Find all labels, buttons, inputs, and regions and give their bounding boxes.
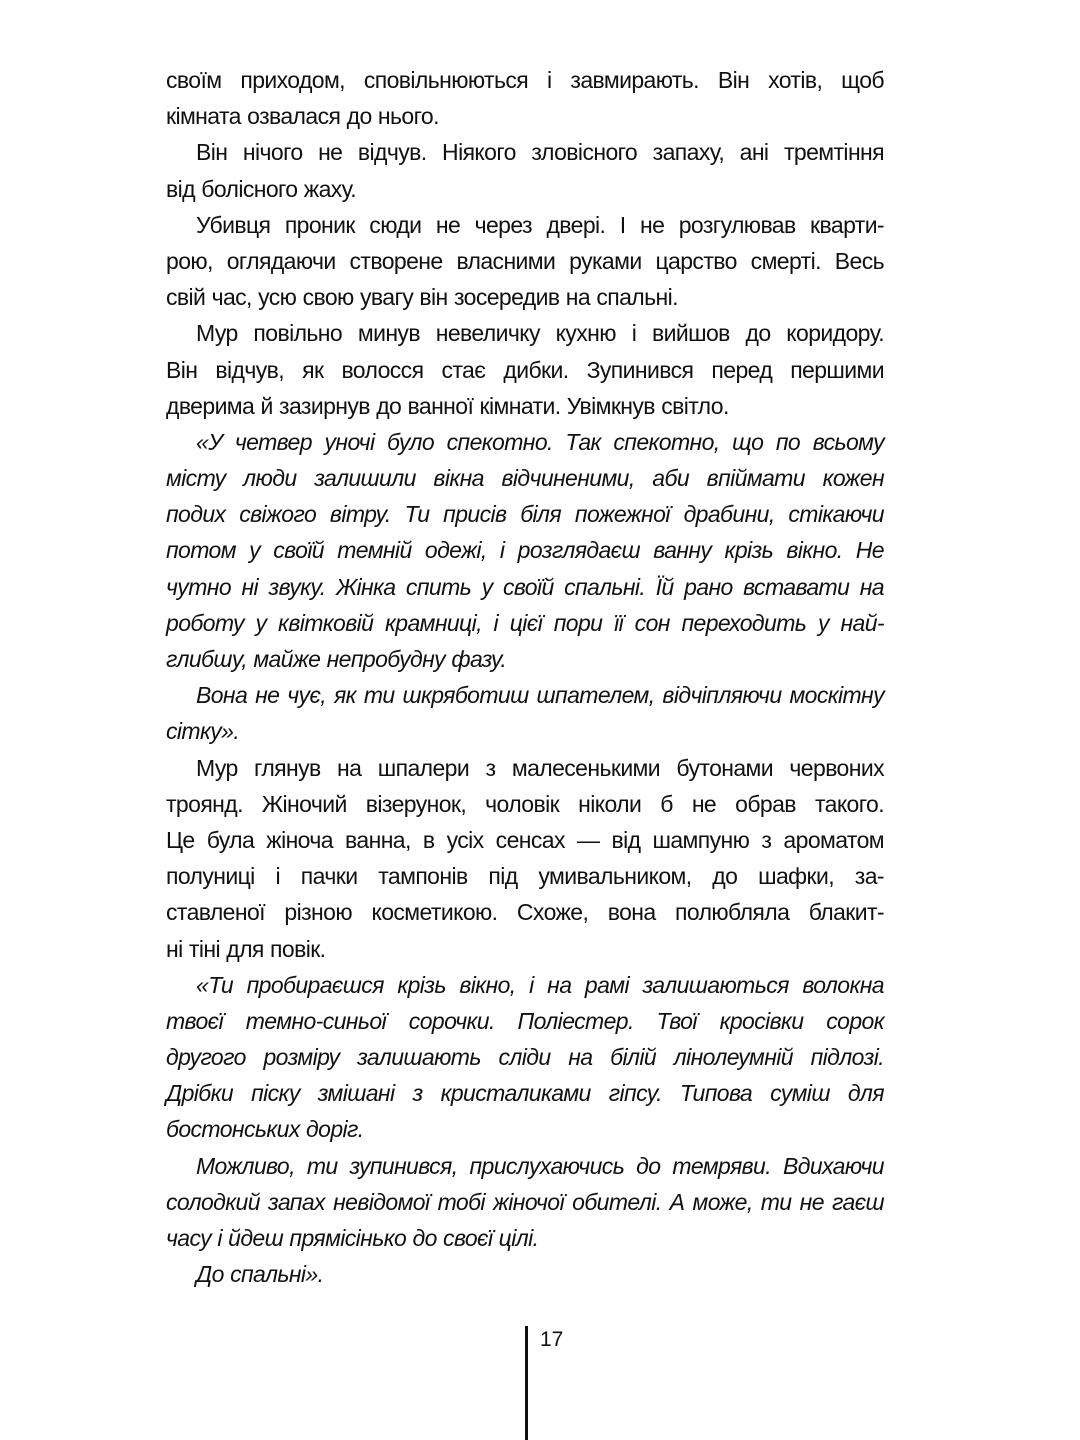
paragraph-6-italic: [166, 677, 884, 749]
text-line: Вона не чує, як ти шкряботиш шпателем, відчіпляючи москітну: [196, 682, 884, 709]
paragraph-4: [166, 315, 884, 424]
text-line: ні тіні для повік.: [166, 935, 326, 962]
page-number-rule: [525, 1326, 528, 1440]
text-line: Можливо, ти зупинився, прислухаючись до темряви. Вдихаючи: [196, 1152, 884, 1179]
text-line: подих свіжого вітру. Ти присів біля пожежної драбини, стікаючи: [166, 501, 884, 528]
text-line: полуниці і пачки тампонів під умивальником, до шафки, за-: [166, 863, 884, 890]
paragraph-7: [166, 750, 884, 967]
text-line: Мур повільно минув невеличку кухню і вийшов до коридору.: [196, 320, 884, 347]
text-line: Дрібки піску змішані з кристаликами гіпсу. Типова суміш для: [166, 1080, 884, 1107]
text-line: ставленої різною косметикою. Схоже, вона полюбляла блакит-: [166, 899, 884, 926]
paragraph-1: [166, 62, 884, 134]
paragraph-2: [166, 134, 884, 206]
text-line: Убивця проник сюди не через двері. І не розгулював кварти-: [196, 211, 884, 238]
text-line: «Ти пробираєшся крізь вікно, і на рамі залишаються волокна: [196, 971, 884, 998]
page-number: 17: [540, 1328, 564, 1351]
text-line: Він нічого не відчув. Ніякого зловісного запаху, ані тремтіння: [196, 139, 884, 166]
text-line: «У четвер уночі було спекотно. Так спекотно, що по всьому: [196, 428, 884, 455]
text-line: від болісного жаху.: [166, 175, 357, 202]
text-line: чутно ні звуку. Жінка спить у своїй спальні. Їй рано вставати на: [166, 573, 884, 600]
paragraph-10-italic: [166, 1256, 884, 1292]
paragraph-8-italic: [166, 967, 884, 1148]
text-line: Мур глянув на шпалери з малесенькими бутонами червоних: [196, 754, 884, 781]
paragraph-9-italic: [166, 1148, 884, 1257]
paragraph-5-italic: [166, 424, 884, 677]
text-line: глибшу, майже непробудну фазу.: [166, 646, 507, 672]
text-line: До спальні».: [196, 1261, 324, 1288]
text-line: рою, оглядаючи створене власними руками царство смерті. Весь: [166, 247, 884, 274]
text-line: сітку».: [166, 718, 240, 745]
text-line: Він відчув, як волосся стає дибки. Зупинився перед першими: [166, 356, 884, 383]
text-line: дверима й зазирнув до ванної кімнати. Увімкнув світло.: [166, 392, 729, 419]
text-line: своїм приходом, сповільнюються і завмирають. Він хотів, щоб: [166, 67, 884, 93]
text-line: Це була жіноча ванна, в усіх сенсах — від шампуню з ароматом: [166, 826, 884, 853]
book-page-text: [166, 62, 884, 1292]
text-line: солодкий запах невідомої тобі жіночої обителі. А може, ти не гаєш: [166, 1188, 884, 1215]
text-line: місту люди залишили вікна відчиненими, аби впіймати кожен: [166, 465, 884, 492]
text-line: троянд. Жіночий візерунок, чоловік ніколи б не обрав такого.: [166, 790, 884, 817]
text-line: потом у своїй темній одежі, і розглядаєш ванну крізь вікно. Не: [166, 537, 884, 564]
text-line: роботу у квітковій крамниці, і цієї пори її сон переходить у най-: [166, 609, 884, 636]
text-line: кімната озвалася до нього.: [166, 103, 439, 130]
text-line: часу і йдеш прямісінько до своєї цілі.: [166, 1225, 539, 1251]
paragraph-3: [166, 207, 884, 316]
text-line: твоєї темно-синьої сорочки. Поліестер. Твої кросівки сорок: [166, 1007, 884, 1034]
text-line: бостонських доріг.: [166, 1116, 364, 1143]
text-line: другого розміру залишають сліди на білій лінолеумній підлозі.: [166, 1044, 884, 1071]
text-line: свій час, усю свою увагу він зосередив на спальні.: [166, 284, 678, 311]
